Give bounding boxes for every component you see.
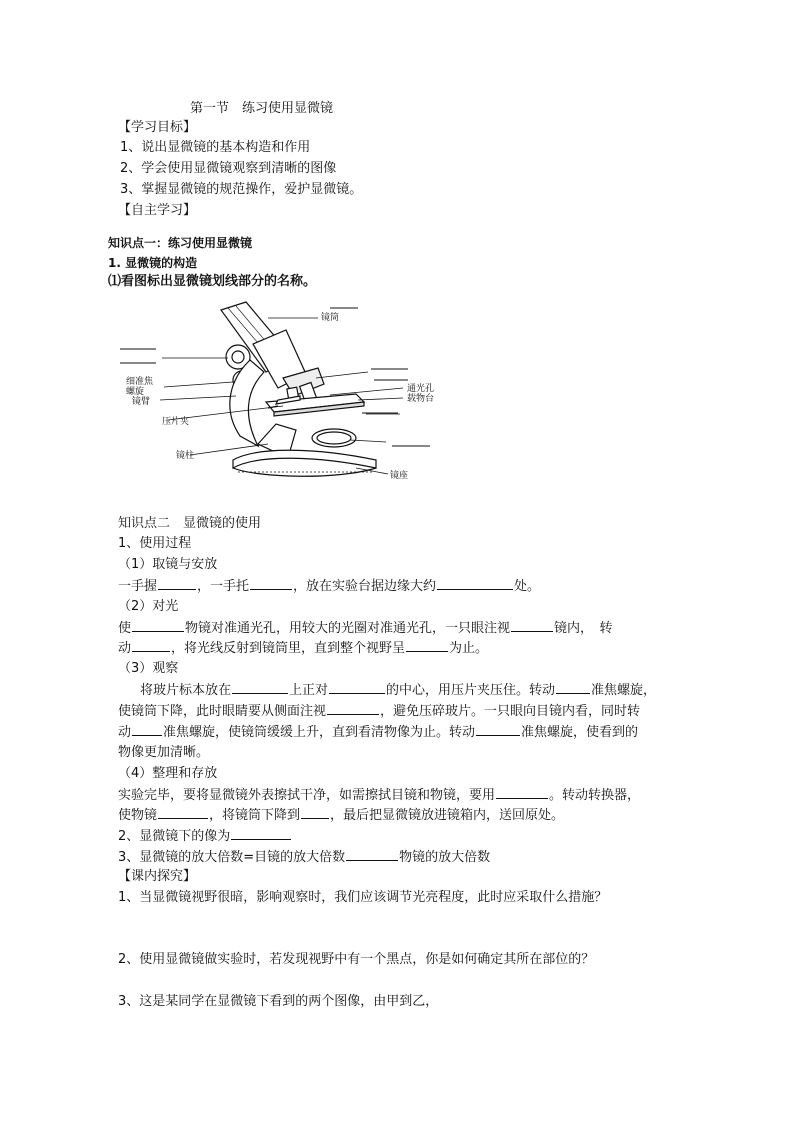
- label-arm: 镜臂: [132, 397, 151, 407]
- step1-line: 一手握 ，一手托 ，放在实验台据边缘大约 处。: [118, 579, 541, 594]
- blank[interactable]: [329, 681, 385, 694]
- kp2-title: 知识点二 显微镜的使用: [118, 516, 262, 531]
- blank[interactable]: [437, 577, 513, 590]
- goals-heading: 【学习目标】: [118, 120, 197, 135]
- label-aperture: 通光孔: [407, 384, 435, 394]
- label-clip: 压片夹: [162, 417, 190, 427]
- inquiry-q1: 1、当显微镜视野很暗，影响观察时，我们应该调节光亮程度，此时应采取什么措施？: [118, 890, 608, 905]
- blank[interactable]: [406, 639, 448, 652]
- inquiry-q3: 3、这是某同学在显微镜下看到的两个图像，由甲到乙，: [118, 994, 439, 1009]
- step3-line2: 使镜筒下降，此时眼睛要从侧面注视 ，避免压碎玻片。一只眼向目镜内看，同时转: [118, 704, 641, 719]
- blank[interactable]: [327, 702, 379, 715]
- step3-title: （3）观察: [118, 661, 179, 676]
- label-tube: 镜筒: [321, 313, 340, 323]
- inquiry-q2: 2、使用显微镜做实验时，若发现视野中有一个黑点，你是如何确定其所在部位的？: [118, 952, 595, 967]
- blank[interactable]: [511, 619, 553, 632]
- label-pillar: 镜柱: [176, 451, 195, 461]
- kp1-sub: 1. 显微镜的构造: [108, 256, 198, 270]
- step3-line4: 物像更加清晰。: [118, 745, 210, 760]
- blank[interactable]: [231, 827, 291, 840]
- step1-title: （1）取镜与安放: [118, 557, 218, 572]
- blank[interactable]: [132, 723, 162, 736]
- step3-line1: 将玻片标本放在 上正对 的中心，用压片夹压住。转动 准焦螺旋，: [140, 683, 657, 698]
- blank[interactable]: [132, 639, 170, 652]
- step2-title: （2）对光: [118, 599, 179, 614]
- kp1-question: ⑴看图标出显微镜划线部分的名称。: [108, 274, 317, 289]
- blank[interactable]: [346, 848, 398, 861]
- step4-title: （4）整理和存放: [118, 766, 218, 781]
- microscope-figure: [118, 296, 458, 486]
- step3-line3: 动 准焦螺旋，使镜筒缓缓上升，直到看清物像为止。转动 准焦螺旋，使看到的: [118, 725, 639, 740]
- inquiry-heading: 【课内探究】: [118, 869, 197, 884]
- page-title: 第一节 练习使用显微镜: [190, 101, 334, 116]
- step2-line1: 使 物镜对准通光孔，用较大的光圈对准通光孔，一只眼注视 镜内， 转: [118, 621, 613, 636]
- blank[interactable]: [301, 806, 329, 819]
- blank[interactable]: [476, 723, 520, 736]
- blank[interactable]: [556, 681, 590, 694]
- self-study-heading: 【自主学习】: [118, 203, 197, 218]
- blank[interactable]: [232, 681, 288, 694]
- blank[interactable]: [158, 577, 196, 590]
- process-heading: 1、使用过程: [118, 536, 192, 551]
- step4-line1: 实验完毕，要将显微镜外表擦拭干净，如需擦拭目镜和物镜，要用 。转动转换器，: [118, 788, 641, 803]
- step4-line2: 使物镜 ，将镜筒下降到 ，最后把显微镜放进镜箱内，送回原处。: [118, 808, 565, 823]
- base-shape: [233, 450, 376, 468]
- kp1-title: 知识点一：练习使用显微镜: [108, 236, 253, 250]
- label-stage: 载物台: [407, 394, 435, 404]
- label-base: 镜座: [390, 471, 409, 481]
- blank[interactable]: [158, 806, 208, 819]
- step2-line2: 动 ，将光线反射到镜筒里，直到整个视野呈 为止。: [118, 641, 489, 656]
- goal-item: 1、说出显微镜的基本构造和作用: [120, 140, 311, 155]
- question-3: 3、显微镜的放大倍数=目镜的放大倍数 物镜的放大倍数: [118, 850, 491, 865]
- blank[interactable]: [132, 619, 184, 632]
- question-2: 2、显微镜下的像为: [118, 827, 292, 846]
- arm-shape: [230, 360, 264, 446]
- label-fine-knob: 细准焦: [126, 377, 154, 387]
- blank[interactable]: [496, 786, 548, 799]
- goal-item: 3、掌握显微镜的规范操作，爱护显微镜。: [120, 182, 363, 197]
- label-fine-knob-2: 螺旋: [126, 387, 145, 397]
- goal-item: 2、学会使用显微镜观察到清晰的图像: [120, 161, 337, 176]
- blank[interactable]: [250, 577, 292, 590]
